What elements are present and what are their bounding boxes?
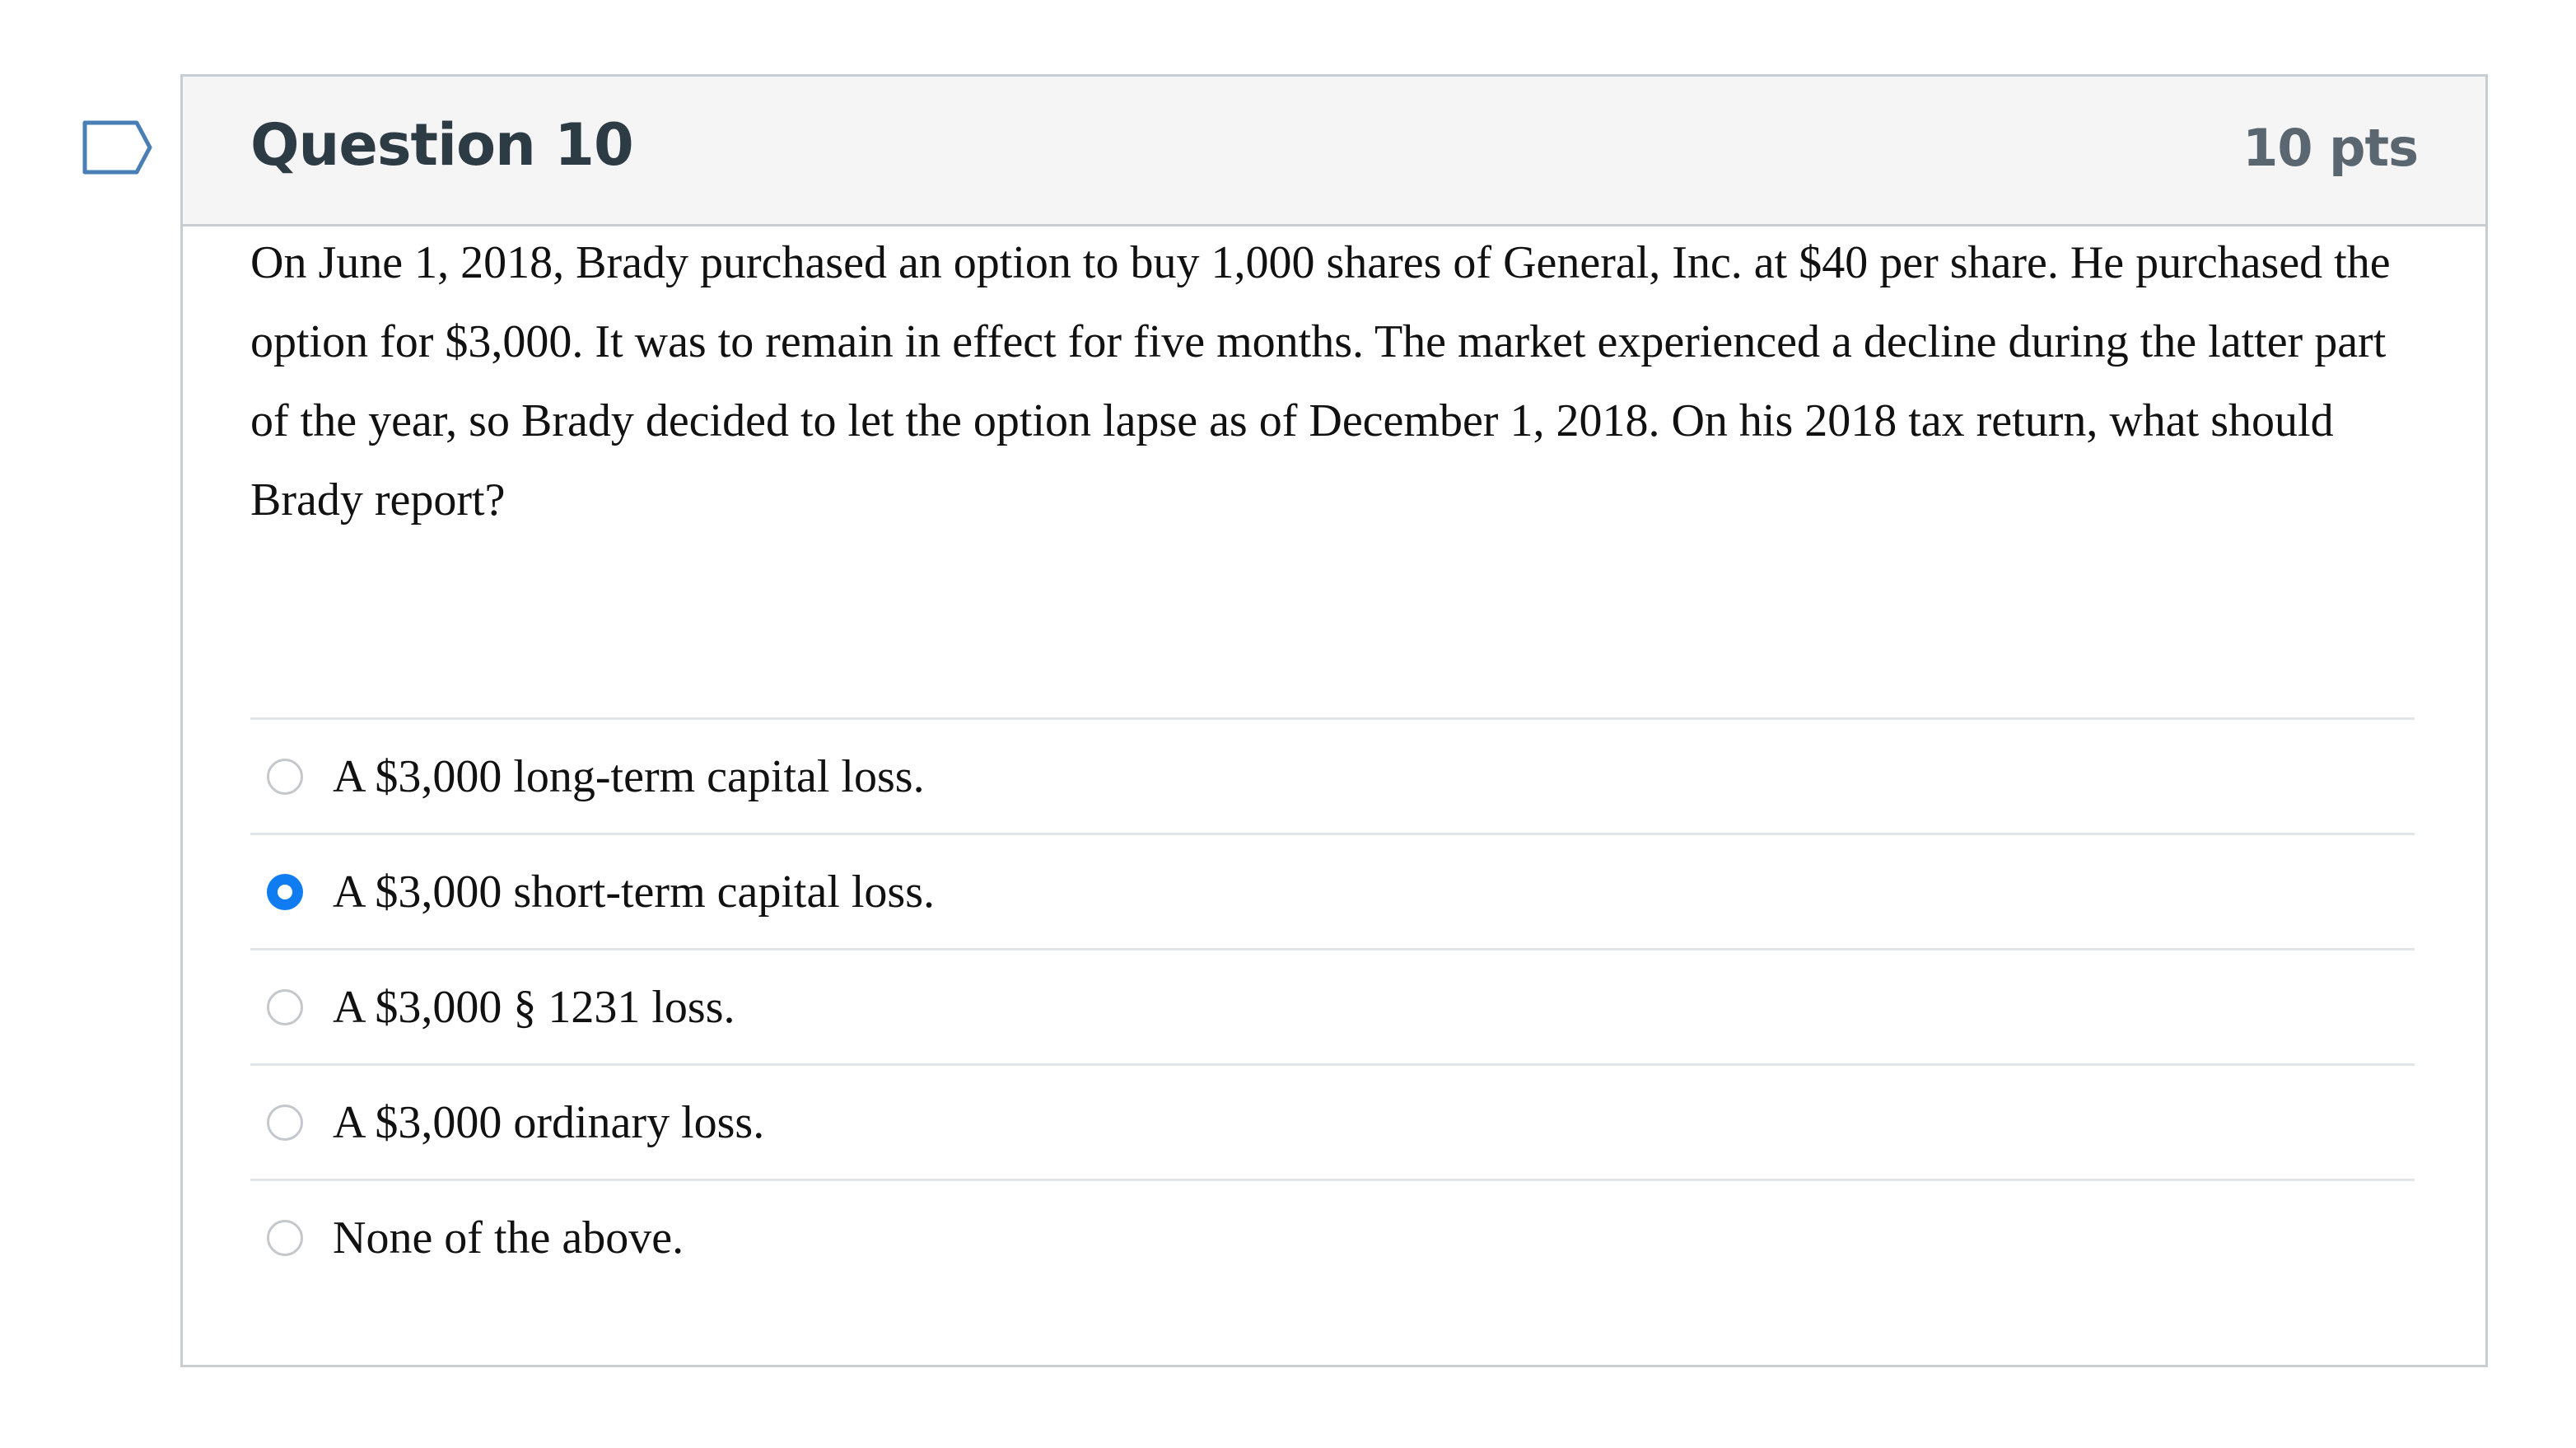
radio-button-selected[interactable]: [267, 874, 303, 910]
answer-label[interactable]: A $3,000 long-term capital loss.: [333, 750, 925, 802]
radio-button[interactable]: [267, 989, 303, 1025]
question-title: Question 10: [250, 111, 633, 179]
answer-option[interactable]: [250, 835, 2415, 951]
answer-list: [250, 717, 2415, 1294]
answer-label[interactable]: A $3,000 ordinary loss.: [333, 1096, 765, 1148]
question-text: On June 1, 2018, Brady purchased an option to buy 1,000 shares of General, Inc. at $40 per share. He purchased the option for $3,000. It was to remain in effect for five months. The market experienced a decline during the latter part of the year, so Brady decided to let the option lapse as of December 1, 2018. On his 2018 tax return, what should Brady report?: [250, 237, 2391, 525]
answer-label[interactable]: A $3,000 short-term capital loss.: [333, 866, 936, 918]
answer-option[interactable]: [250, 1181, 2415, 1294]
radio-button[interactable]: [267, 1220, 303, 1256]
answer-label[interactable]: None of the above.: [333, 1212, 684, 1263]
answer-option[interactable]: [250, 720, 2415, 835]
question-card: [180, 74, 2488, 1367]
radio-button[interactable]: [267, 759, 303, 795]
answer-option[interactable]: [250, 951, 2415, 1066]
answer-label[interactable]: A $3,000 § 1231 loss.: [333, 981, 735, 1033]
question-points: 10 pts: [2242, 118, 2418, 178]
question-header: [183, 77, 2485, 227]
flag-question-icon[interactable]: [81, 119, 155, 176]
radio-button[interactable]: [267, 1105, 303, 1141]
answer-option[interactable]: [250, 1066, 2415, 1181]
